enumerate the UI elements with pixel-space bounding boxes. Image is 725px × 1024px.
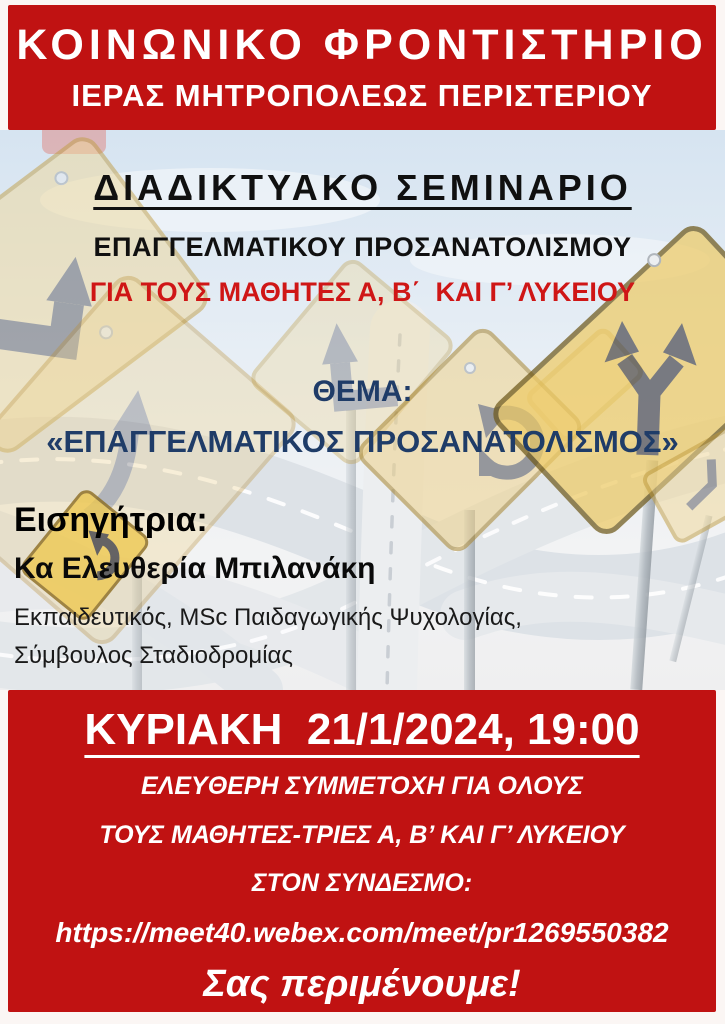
organization-title: ΚΟΙΝΩΝΙΚΟ ΦΡΟΝΤΙΣΤΗΡΙΟ <box>16 21 708 69</box>
seminar-audience: ΓΙΑ ΤΟΥΣ ΜΑΘΗΤΕΣ Α, Β΄ ΚΑΙ Γ’ ΛΥΚΕΙΟΥ <box>89 277 636 307</box>
speaker-name: Κα Ελευθερία Μπιλανάκη <box>14 552 376 585</box>
topic-label: ΘΕΜΑ: <box>312 375 413 408</box>
speaker-credentials-line1: Εκπαιδευτικός, MSc Παιδαγωγικής Ψυχολογίας, <box>14 604 522 631</box>
header-band <box>8 5 716 130</box>
seminar-title: ΔΙΑΔΙΚΤΥΑΚΟ ΣΕΜΙΝΑΡΙΟ <box>93 167 632 208</box>
event-datetime: ΚΥΡΙΑΚΗ 21/1/2024, 19:00 <box>84 705 640 754</box>
footer-band <box>8 690 716 1012</box>
speaker-credentials-line2: Σύμβουλος Σταδιοδρομίας <box>14 642 293 669</box>
closing-message: Σας περιμένουμε! <box>203 963 521 1006</box>
link-label: ΣΤΟΝ ΣΥΝΔΕΣΜΟ: <box>251 869 473 898</box>
seminar-subtitle: ΕΠΑΓΓΕΛΜΑΤΙΚΟΥ ΠΡΟΣΑΝΑΤΟΛΙΣΜΟΥ <box>93 232 632 262</box>
meeting-link: https://meet40.webex.com/meet/pr1269550382 <box>55 917 669 949</box>
topic-title: «ΕΠΑΓΓΕΛΜΑΤΙΚΟΣ ΠΡΟΣΑΝΑΤΟΛΙΣΜΟΣ» <box>46 424 679 459</box>
organization-subtitle: ΙΕΡΑΣ ΜΗΤΡΟΠΟΛΕΩΣ ΠΕΡΙΣΤΕΡΙΟΥ <box>71 78 653 113</box>
students-line: ΤΟΥΣ ΜΑΘΗΤΕΣ-ΤΡΙΕΣ Α, Β’ ΚΑΙ Γ’ ΛΥΚΕΙΟΥ <box>99 820 625 849</box>
speaker-label: Εισηγήτρια: <box>14 501 208 539</box>
free-participation-line: ΕΛΕΥΘΕΡΗ ΣΥΜΜΕΤΟΧΗ ΓΙΑ ΟΛΟΥΣ <box>141 771 583 800</box>
road-signs-artwork <box>0 130 725 690</box>
